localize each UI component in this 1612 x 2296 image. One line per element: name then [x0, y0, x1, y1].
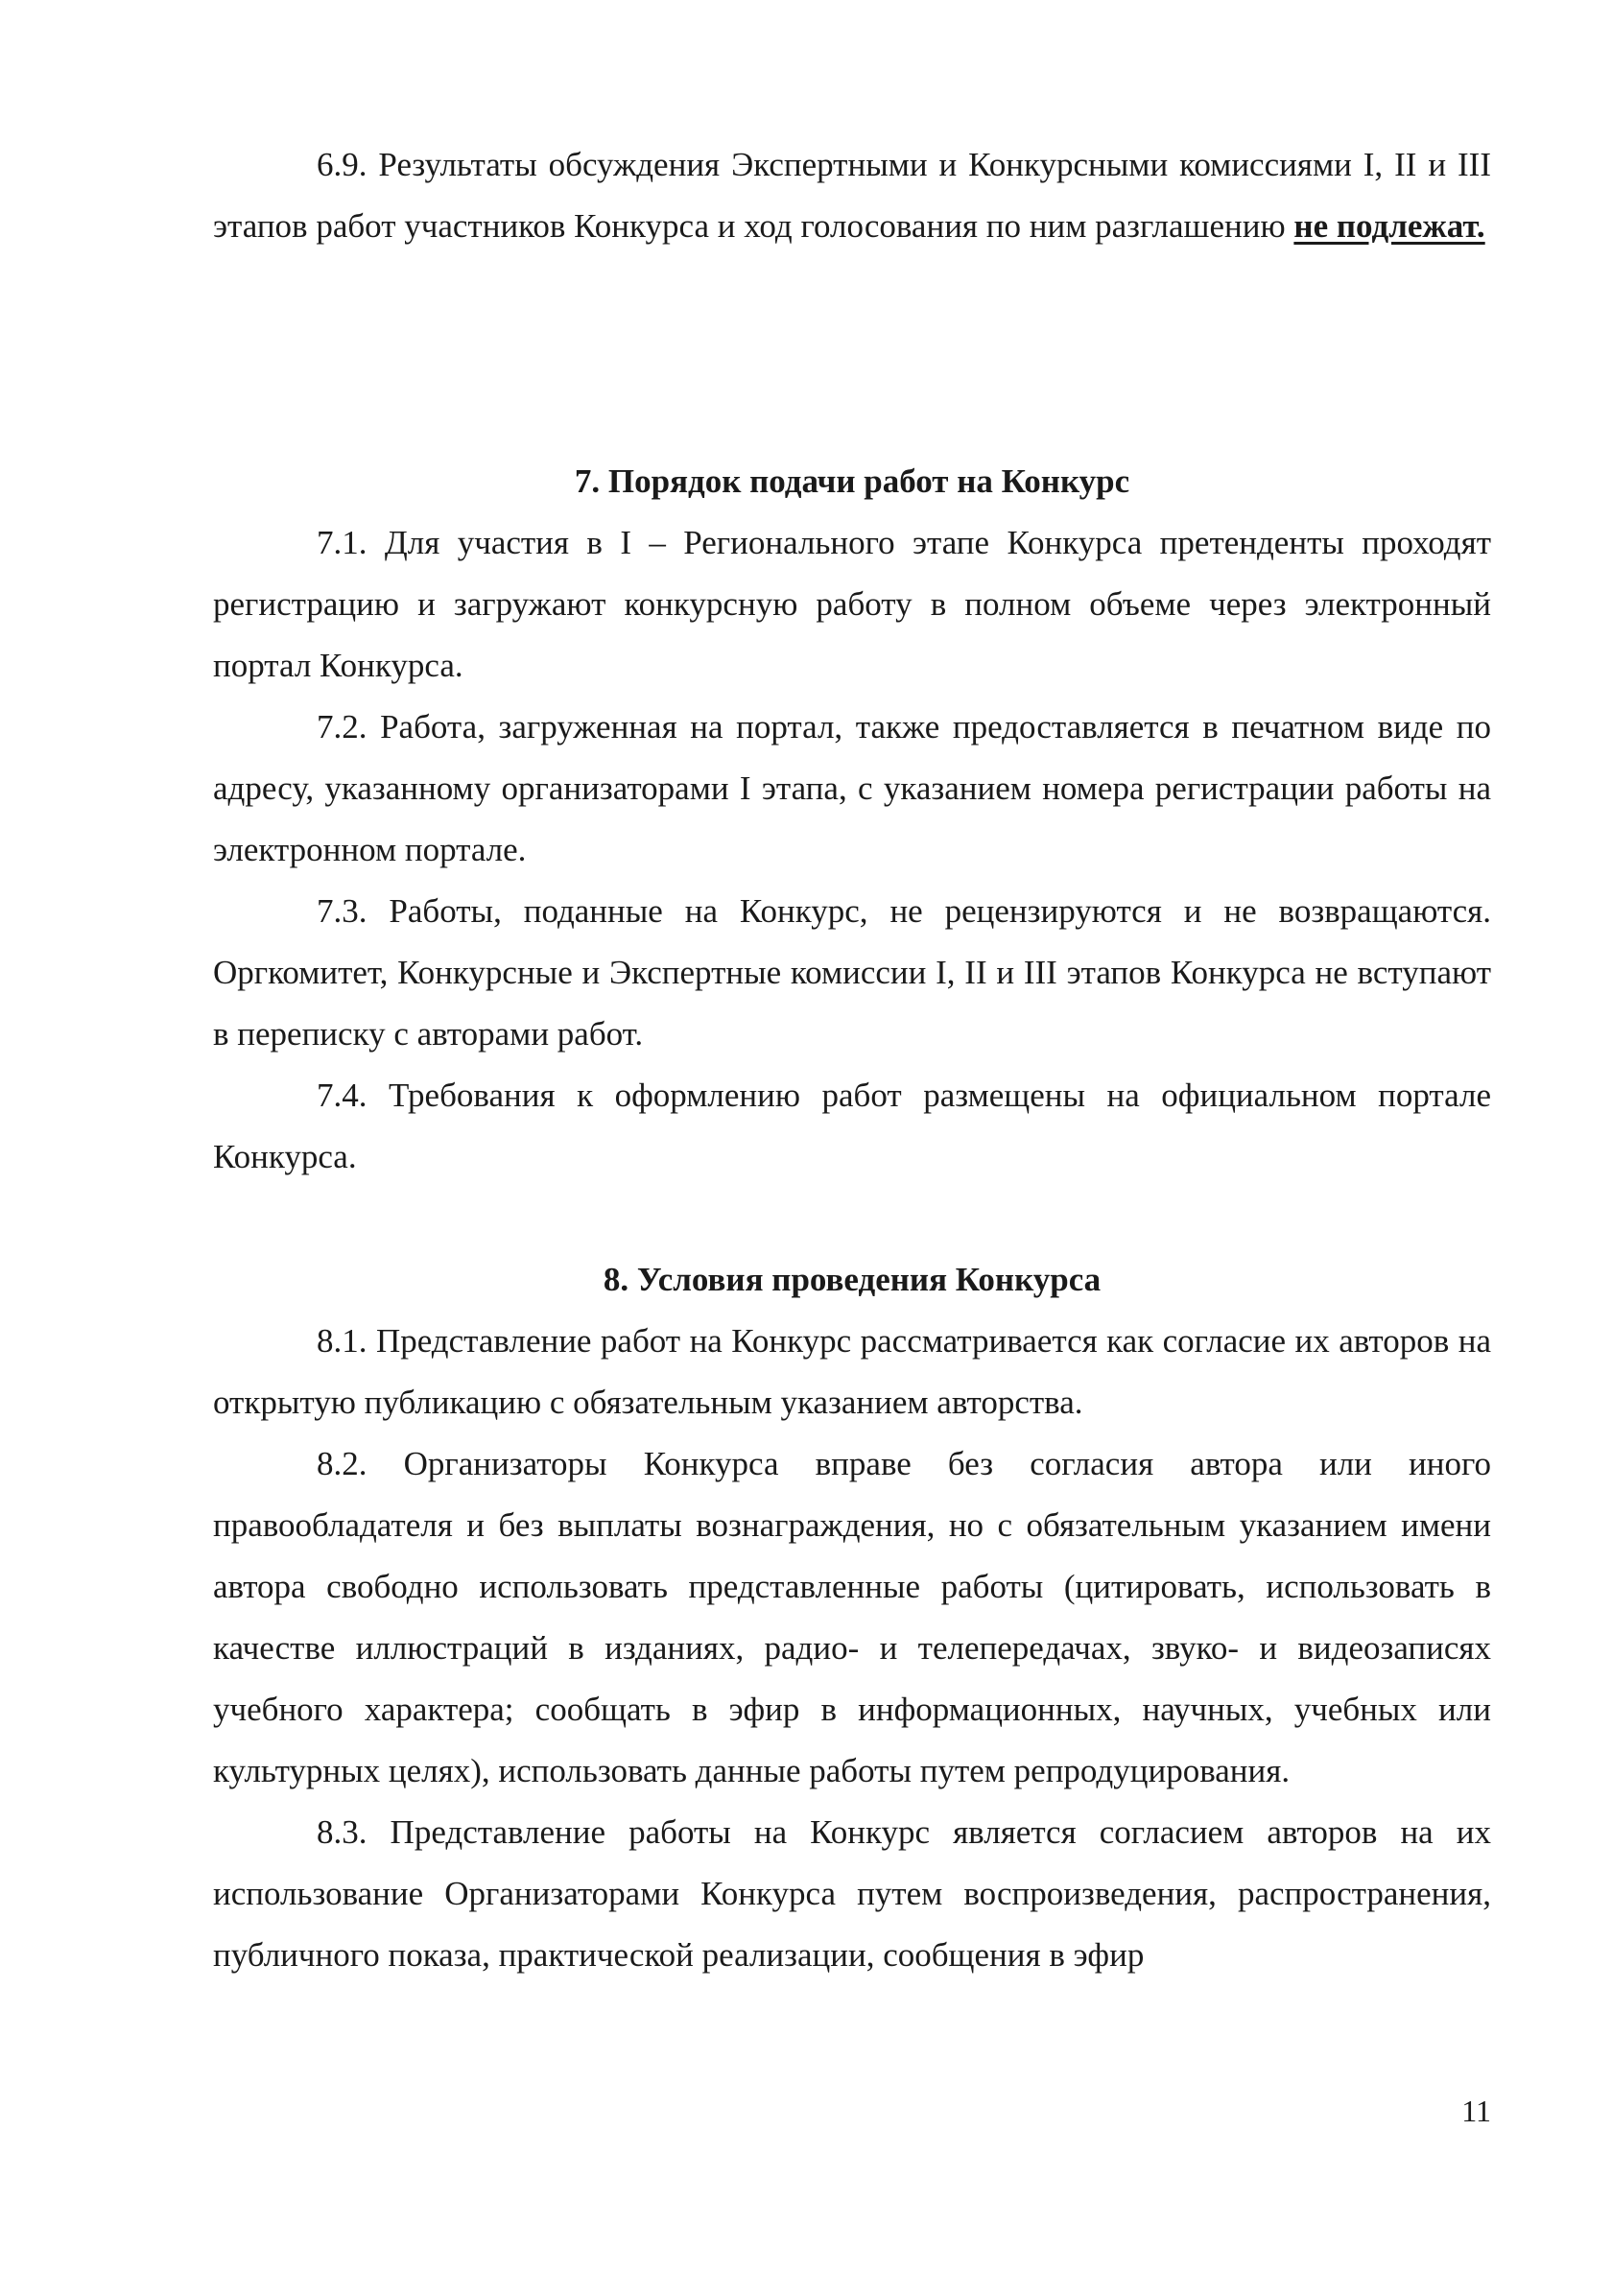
paragraph-7-4: 7.4. Требования к оформлению работ размещены на официальном портале Конкурса. [213, 1077, 1491, 1175]
paragraph-6-9 [213, 134, 1491, 257]
paragraph-7-2: 7.2. Работа, загруженная на портал, также предоставляется в печатном виде по адресу, указанному организаторами I этапа, с указанием номера регистрации работы на электронном портале. [213, 708, 1491, 868]
paragraph-6-9-text: 6.9. Результаты обсуждения Экспертными и Конкурсными комиссиями I, II и III этапов работ участников Конкурса и ход голосования по ним разглашению [213, 146, 1491, 245]
paragraph-7-3: 7.3. Работы, поданные на Конкурс, не рецензируются и не возвращаются. Оргкомитет, Конкурсные и Экспертные комиссии I, II и III этапов Конкурса не вступают в переписку с авторами работ. [213, 892, 1491, 1053]
section-6-block [213, 134, 1491, 257]
page-number: 11 [1461, 2094, 1491, 2128]
paragraph-7-1: 7.1. Для участия в I – Регионального этапе Конкурса претенденты проходят регистрацию и загружают конкурсную работу в полном объеме через электронный портал Конкурса. [213, 524, 1491, 684]
paragraph-8-3: 8.3. Представление работы на Конкурс является согласием авторов на их использование Организаторами Конкурса путем воспроизведения, распространения, публичного показа, практической реализации, сообщения в эфир [213, 1813, 1491, 1974]
section-7-block [213, 512, 1491, 1188]
paragraph-6-9-emphasis: не подлежат. [1293, 207, 1485, 245]
section-8-block [213, 1311, 1491, 1986]
section-8-heading: 8. Условия проведения Конкурса [603, 1261, 1102, 1298]
paragraph-8-1: 8.1. Представление работ на Конкурс рассматривается как согласие их авторов на открытую публикацию с обязательным указанием авторства. [213, 1322, 1491, 1421]
section-7-heading: 7. Порядок подачи работ на Конкурс [574, 462, 1130, 500]
paragraph-8-2: 8.2. Организаторы Конкурса вправе без согласия автора или иного правообладателя и без выплаты вознаграждения, но с обязательным указанием имени автора свободно использовать представленные работы (цитировать, использовать в качестве иллюстраций в изданиях, радио- и телепередачах, звуко- и видеозаписях учебного характера; сообщать в эфир в информационных, научных, учебных или культурных целях), использовать данные работы путем репродуцирования. [213, 1445, 1491, 1789]
